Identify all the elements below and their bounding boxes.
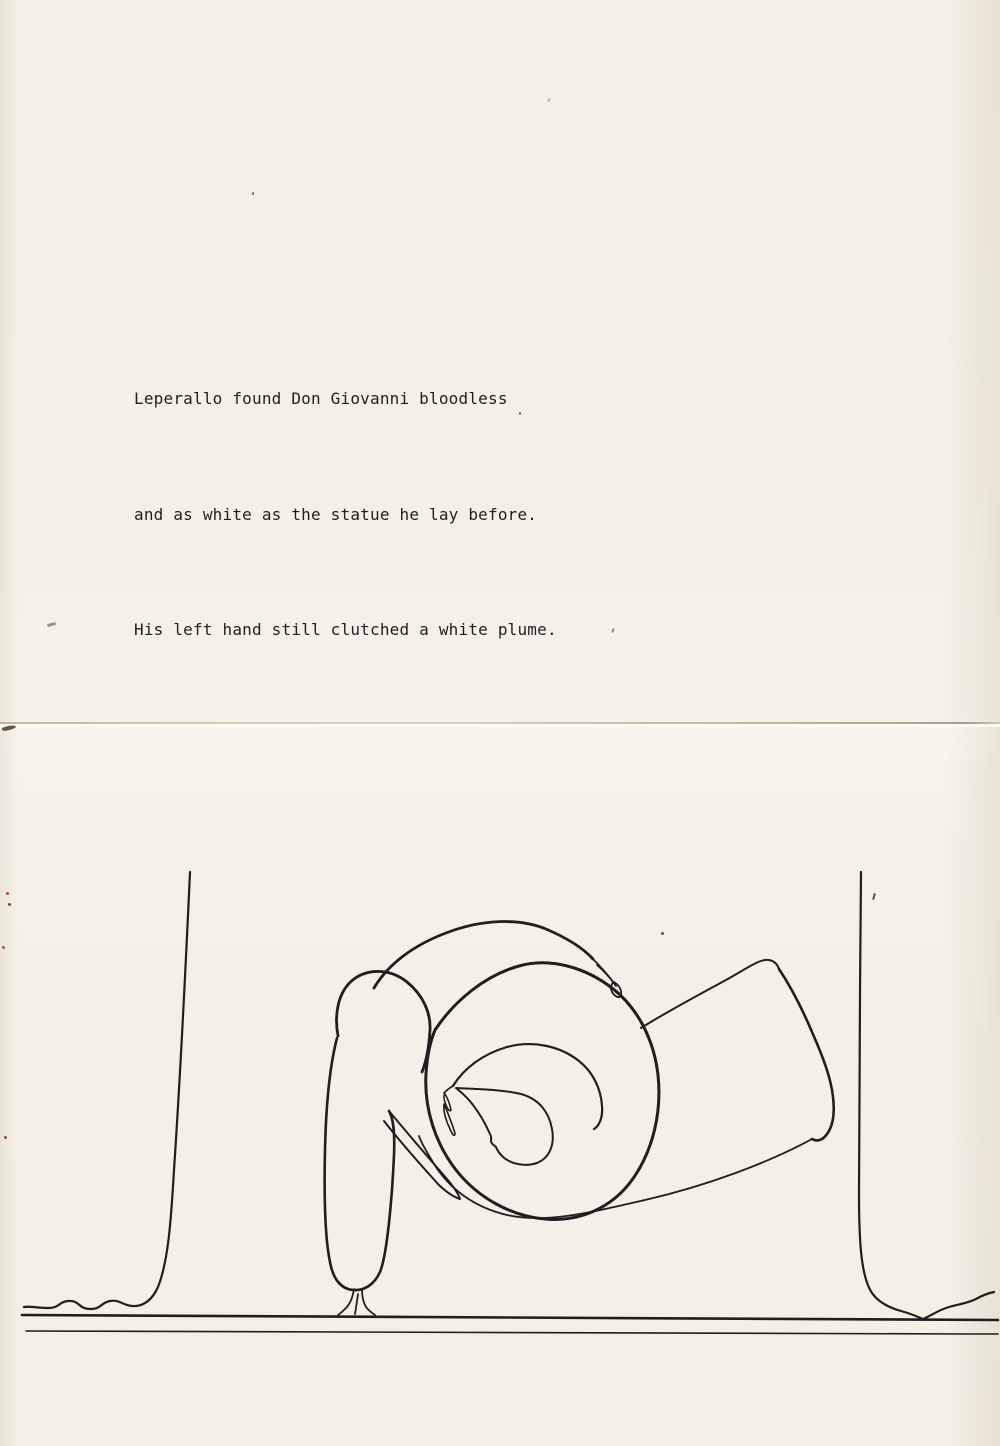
stage-floor-line-lower (26, 1331, 998, 1334)
paper-speck (519, 412, 521, 415)
figure-shoulder-hump (337, 971, 431, 1072)
cape-right-edge (779, 969, 834, 1140)
figure-leg (325, 1038, 395, 1290)
caption-line-2: and as white as the statue he lay before. (134, 504, 538, 524)
paper-speck-red (4, 1136, 7, 1139)
stage-floor-line-upper (22, 1315, 998, 1320)
figure-inner-spiral (453, 1044, 602, 1129)
cape-bottom-edge (419, 1136, 812, 1218)
paper-speck (252, 192, 254, 195)
paper-speck-red (6, 892, 9, 895)
paper-speck-red (2, 946, 5, 949)
figure-foot (338, 1289, 375, 1315)
figure-head-profile (456, 1088, 553, 1165)
paper-speck-red (8, 903, 11, 906)
caption-line-3: His left hand still clutched a white plume. (134, 620, 557, 639)
paper-speck (661, 932, 664, 935)
left-curtain-line (24, 872, 190, 1309)
figure-spiral-point (444, 1086, 453, 1093)
plume-feather-long (444, 1104, 455, 1135)
figure-arm-wedge-upper (389, 1111, 460, 1199)
caption-line-1: Leperallo found Don Giovanni bloodless (134, 389, 508, 408)
cape-top-edge (641, 960, 779, 1028)
right-curtain-line (859, 872, 994, 1319)
figure-back-line (374, 922, 593, 988)
